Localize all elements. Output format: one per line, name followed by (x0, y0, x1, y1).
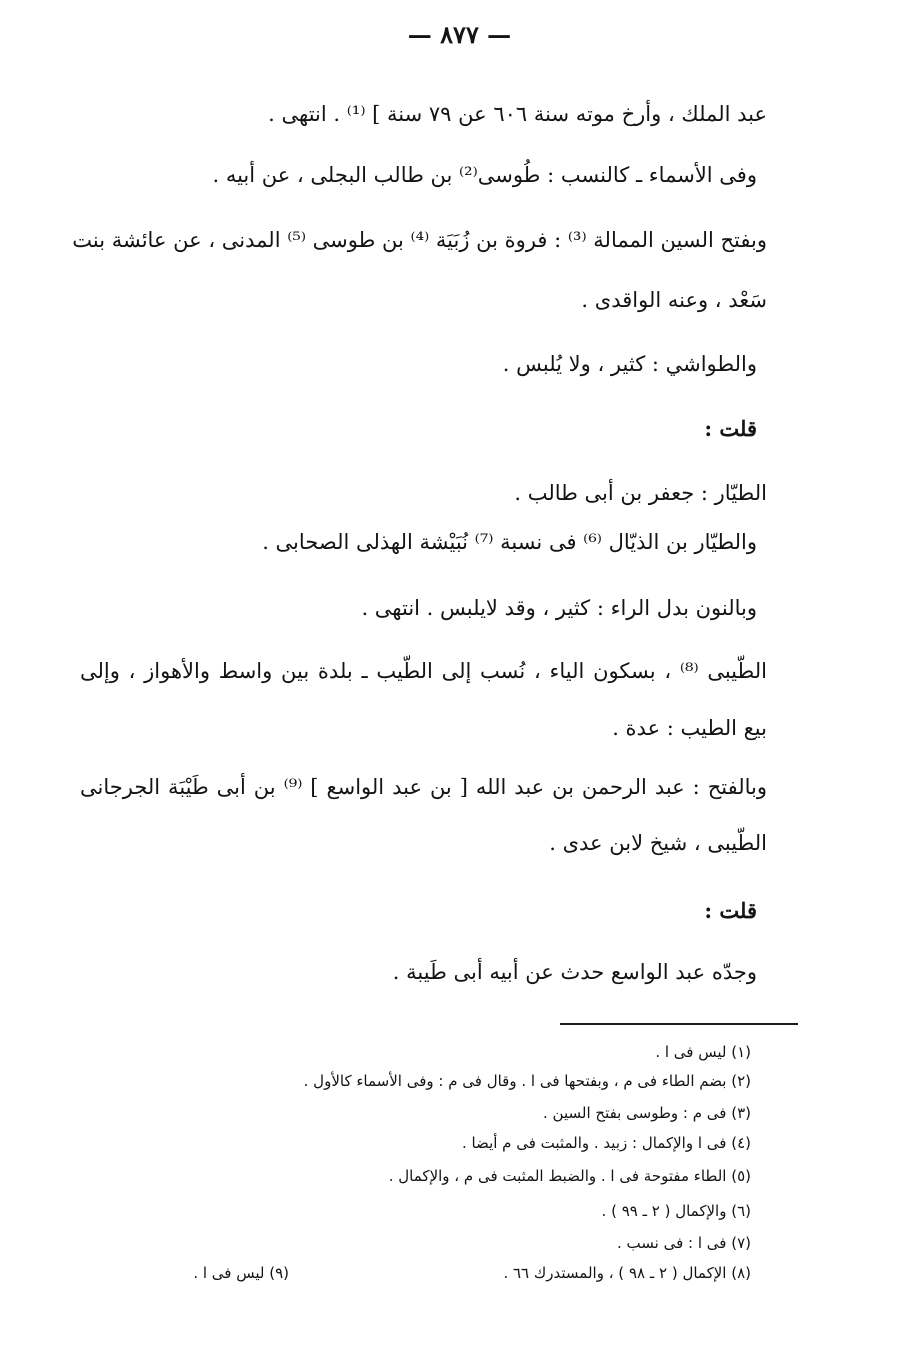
footnote-2: (٢) بضم الطاء فى م ، وبفتحها فى ا . وقال فى م : وفى الأسماء كالأول . (303, 1072, 751, 1090)
text-line-2: وفى الأسماء ـ كالنسب : طُوسى⁽²⁾ بن طالب البجلى ، عن أبيه . (212, 163, 757, 187)
footnote-9: (٩) ليس فى ا . (193, 1264, 289, 1282)
footnote-6: (٦) والإكمال ( ٢ ـ ٩٩ ) . (601, 1202, 751, 1220)
text-line-13: الطّيبى ، شيخ لابن عدى . (549, 831, 767, 855)
text-line-8: والطيّار بن الذيّال ⁽⁶⁾ فى نسبة ⁽⁷⁾ نُبَيْشة الهذلى الصحابى . (262, 530, 757, 554)
footnote-1: (١) ليس فى ا . (655, 1043, 751, 1061)
footnote-separator (560, 1023, 798, 1025)
text-line-14: قلت : (704, 898, 757, 923)
footnote-5: (٥) الطاء مفتوحة فى ا . والضبط المثبت فى م ، والإكمال . (388, 1167, 751, 1185)
text-line-10: الطّيبى ⁽⁸⁾ ، بسكون الياء ، نُسب إلى الطّيب ـ بلدة بين واسط والأهواز ، وإلى (80, 659, 767, 683)
footnote-3: (٣) فى م : وطوسى بفتح السين . (543, 1104, 751, 1122)
text-line-7: الطيّار : جعفر بن أبى طالب . (514, 481, 767, 505)
text-line-6: قلت : (704, 416, 757, 441)
text-line-3: وبفتح السين الممالة ⁽³⁾ : فروة بن زُبَيَة ⁽⁴⁾ بن طوسى ⁽⁵⁾ المدنى ، عن عائشة بنت (72, 228, 767, 252)
text-line-4: سَعْد ، وعنه الواقدى . (581, 288, 767, 312)
text-line-5: والطواشي : كثير ، ولا يُلبس . (502, 352, 757, 376)
text-line-1: عبد الملك ، وأرخ موته سنة ٦٠٦ عن ٧٩ سنة ] ⁽¹⁾ . انتهى . (268, 102, 767, 126)
text-line-15: وجدّه عبد الواسع حدث عن أبيه أبى طَيبة . (392, 960, 757, 984)
page-number: — ٨٧٧ — (407, 20, 512, 49)
text-line-9: وبالنون بدل الراء : كثير ، وقد لايلبس . انتهى . (361, 596, 757, 620)
footnote-7: (٧) فى ا : فى نسب . (616, 1234, 751, 1252)
text-line-11: بيع الطيب : عدة . (612, 716, 767, 740)
footnote-8: (٨) الإكمال ( ٢ ـ ٩٨ ) ، والمستدرك ٦٦ . (503, 1264, 751, 1282)
footnote-4: (٤) فى ا والإكمال : زبيد . والمثبت فى م أيضا . (461, 1134, 751, 1152)
text-line-12: وبالفتح : عبد الرحمن بن عبد الله [ بن عبد الواسع ] ⁽⁹⁾ بن أبى طَيْبَة الجرجانى (80, 775, 767, 799)
